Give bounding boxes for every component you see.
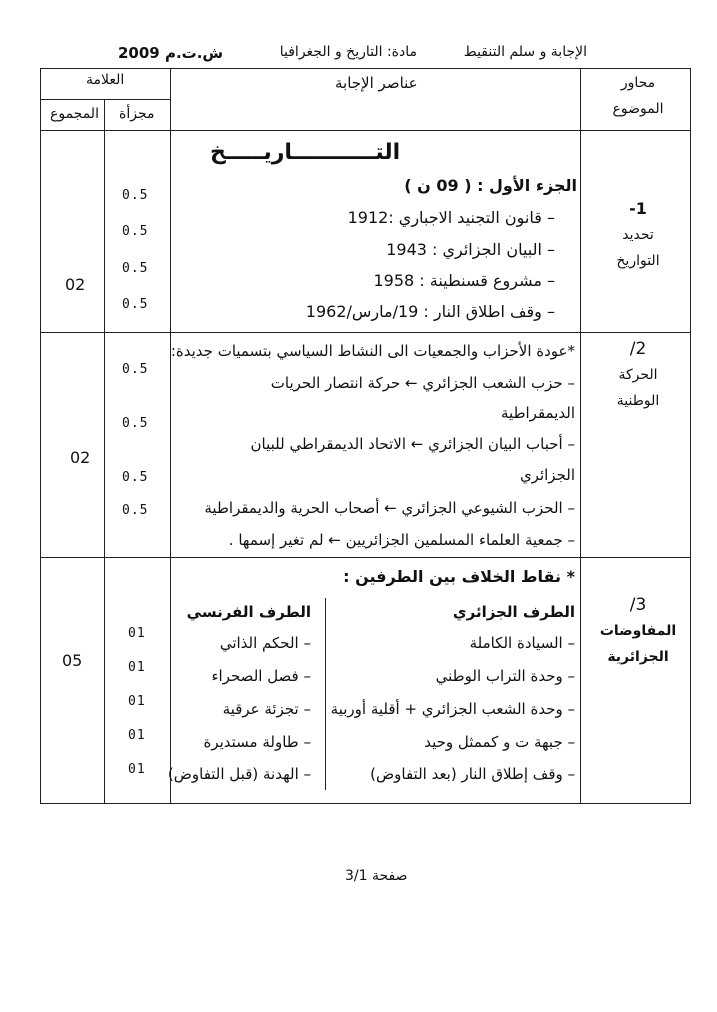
- partial-header: مجزأة: [119, 106, 155, 122]
- q1-total: 02: [65, 275, 86, 294]
- q2-line: – أحباب البيان الجزائري ← الاتحاد الديمقراطي للبيان: [250, 435, 575, 453]
- answer-elements-header: عناصر الإجابة: [335, 74, 418, 92]
- subject-label: مادة: التاريخ و الجغرافيا: [279, 44, 417, 60]
- axis-q1: 1- تحديد التواريخ: [616, 199, 660, 269]
- algerian-point: – وحدة الشعب الجزائري + أقلية أوربية: [330, 700, 575, 718]
- q2-line: *عودة الأحزاب والجمعيات الى النشاط السياسي بتسميات جديدة:: [170, 342, 575, 360]
- q1-item: – قانون التجنيد الاجباري :1912: [347, 208, 555, 227]
- french-point: – الهدنة (قبل التفاوض): [167, 765, 311, 783]
- q2-line: الديمقراطية: [501, 404, 575, 422]
- q1-mark: 0.5: [122, 188, 149, 203]
- q3-mark: 01: [128, 626, 146, 641]
- algerian-side-title: الطرف الجزائري: [452, 603, 575, 621]
- page-number: صفحة 3/1: [345, 868, 408, 884]
- q1-mark: 0.5: [122, 297, 149, 312]
- grade-header: العلامة: [86, 72, 125, 88]
- document-title: الإجابة و سلم التنقيط: [463, 44, 587, 60]
- q2-line: – الحزب الشيوعي الجزائري ← أصحاب الحرية والديمقراطية: [204, 499, 575, 517]
- algerian-point: – السيادة الكاملة: [469, 634, 575, 652]
- exam-code: ش.ت.م 2009: [118, 44, 224, 62]
- q1-item: – وقف اطلاق النار : 19/مارس/1962: [305, 302, 555, 321]
- q3-mark: 01: [128, 762, 146, 777]
- q2-line: – حزب الشعب الجزائري ← حركة انتصار الحريات: [270, 374, 575, 392]
- total-header: المجموع: [50, 106, 99, 122]
- french-point: – طاولة مستديرة: [203, 733, 311, 751]
- q2-total: 02: [70, 448, 91, 467]
- french-point: – فصل الصحراء: [211, 667, 311, 685]
- algerian-point: – وحدة التراب الوطني: [435, 667, 575, 685]
- section-title-history: التـــــــــــاريـــــخ: [210, 140, 401, 165]
- q2-mark: 0.5: [122, 470, 149, 485]
- q2-mark: 0.5: [122, 503, 149, 518]
- algerian-point: – وقف إطلاق النار (بعد التفاوض): [370, 765, 575, 783]
- q3-mark: 01: [128, 660, 146, 675]
- q2-line: – جمعية العلماء المسلمين الجزائريين ← لم تغير إسمها .: [228, 531, 575, 549]
- q2-mark: 0.5: [122, 362, 149, 377]
- french-side-title: الطرف الفرنسي: [186, 603, 311, 621]
- axis-q2: 2/ الحركة الوطنية: [616, 339, 660, 409]
- algerian-point: – جبهة ت و كممثل وحيد: [424, 733, 575, 751]
- french-point: – الحكم الذاتي: [219, 634, 311, 652]
- q1-mark: 0.5: [122, 224, 149, 239]
- axis-q3: 3/ المفاوضات الجزائرية: [599, 595, 677, 665]
- q1-mark: 0.5: [122, 261, 149, 276]
- q3-mark: 01: [128, 694, 146, 709]
- q2-line: الجزائري: [519, 466, 575, 484]
- q1-item: – البيان الجزائري : 1943: [386, 240, 555, 259]
- french-point: – تجزئة عرقية: [222, 700, 311, 718]
- q3-total: 05: [62, 651, 83, 670]
- axes-header: محاور الموضوع: [612, 75, 664, 117]
- q1-item: – مشروع قسنطينة : 1958: [373, 271, 555, 290]
- q3-heading: * نقاط الخلاف بين الطرفين :: [343, 567, 575, 586]
- q2-mark: 0.5: [122, 416, 149, 431]
- part1-heading: الجزء الأول : ( 09 ن ): [404, 176, 577, 195]
- q3-mark: 01: [128, 728, 146, 743]
